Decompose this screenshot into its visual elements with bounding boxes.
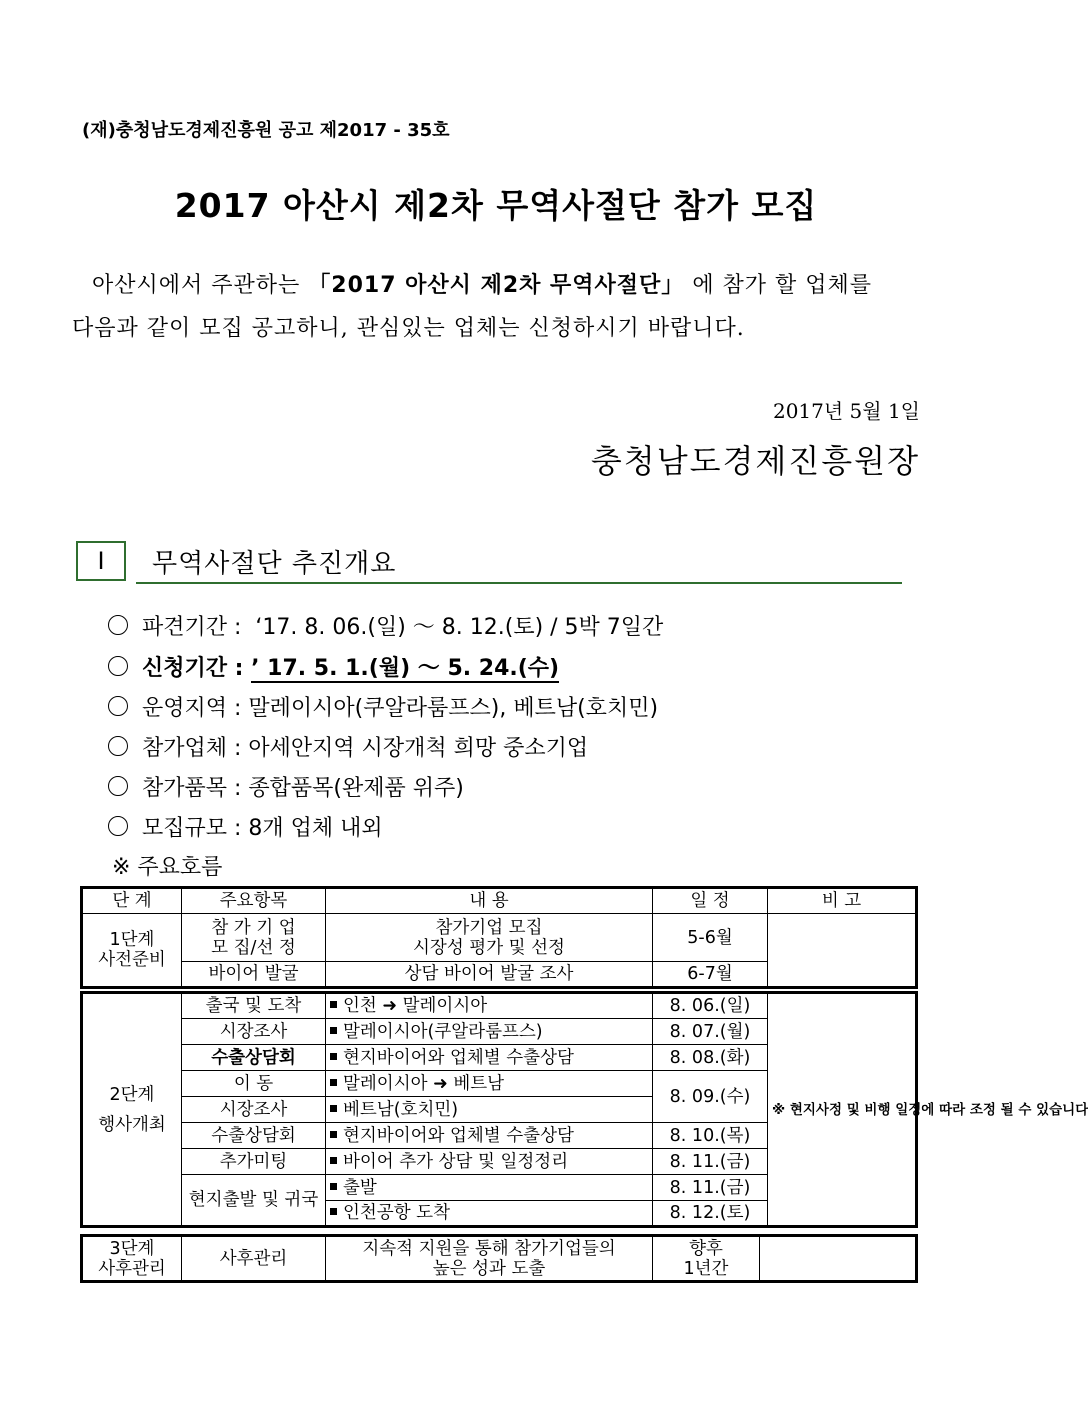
square-bullet-icon [330,1105,337,1112]
square-bullet-icon [330,1027,337,1034]
content-text: 말레이시아(쿠알라룸프스) [343,1021,543,1042]
content-text: 인천 ➜ 말레이시아 [343,996,488,1016]
content-cell [326,1097,653,1123]
remark-cell [768,914,917,988]
stage-number: 2단계 [109,1084,155,1105]
item-cell: 수출상담회 [182,1123,326,1149]
stage-cell [82,993,182,1227]
bullet-recruit-scale [108,811,383,842]
circle-bullet-icon [108,816,128,836]
item-line: 참 가 기 업 [211,917,296,938]
date-cell: 8. 11.(금) [653,1175,768,1201]
square-bullet-icon [330,1131,337,1138]
content-cell [326,1236,653,1282]
flow-label: ※ 주요호름 [112,855,223,880]
date-cell: 6-7월 [653,962,768,988]
header-schedule: 일 정 [653,888,768,914]
content-cell [326,1071,653,1097]
content-cell [326,993,653,1019]
intro-pre: 아산시에서 주관하는 [92,273,301,298]
date-cell: 5-6월 [653,914,768,962]
date-cell: 8. 08.(화) [653,1045,768,1071]
bullet-value: ‘17. 8. 06.(일) ～ 8. 12.(토) / 5박 7일간 [255,615,664,640]
table-row [82,1236,917,1282]
content-cell [326,914,653,962]
intro-line-1 [92,268,872,299]
section-divider [136,582,902,584]
content-text: 현지바이어와 업체별 수출상담 [343,1047,574,1068]
content-line: 지속적 지원을 통해 참가기업들의 [362,1238,616,1259]
table-row [82,993,917,1019]
square-bullet-icon [330,1001,337,1008]
date-cell: 8. 06.(일) [653,993,768,1019]
header-item: 주요항목 [182,888,326,914]
circle-bullet-icon [108,776,128,796]
bullet-application-period [108,651,559,682]
header-stage: 단 계 [82,888,182,914]
bullet-items [108,771,464,802]
bullet-label: 참가업체 : [142,736,242,761]
content-text: 말레이시아 ➜ 베트남 [343,1073,505,1094]
item-cell: 수출상담회 [182,1045,326,1071]
bullet-operating-region [108,691,658,722]
bullet-participants [108,731,588,762]
stage-cell [82,914,182,988]
bullet-label: 신청기간 : [142,656,244,681]
table-header-row [82,888,917,914]
content-cell [326,1123,653,1149]
date-cell: 8. 12.(토) [653,1201,768,1227]
bullet-value: ’ 17. 5. 1.(월) ～ 5. 24.(수) [251,656,560,681]
content-cell [326,1201,653,1227]
circle-bullet-icon [108,696,128,716]
content-cell [326,1175,653,1201]
content-line: 참가기업 모집 [435,917,543,938]
notice-date: 2017년 5월 1일 [772,399,920,423]
date-cell: 8. 07.(월) [653,1019,768,1045]
date-cell: 8. 09.(수) [653,1071,768,1123]
date-cell [653,1236,760,1282]
stage-cell [82,1236,182,1282]
stage-number: 3단계 [109,1238,155,1259]
bullet-label: 파견기간 : [142,615,242,640]
date-cell: 8. 10.(목) [653,1123,768,1149]
circle-bullet-icon [108,615,128,635]
bullet-value: 종합품목(완제품 위주) [248,776,464,801]
date-line: 1년간 [683,1258,729,1279]
bullet-label: 운영지역 : [142,696,242,721]
date-cell: 8. 11.(금) [653,1149,768,1175]
content-text: 출발 [343,1177,377,1198]
content-line: 높은 성과 도출 [432,1258,546,1279]
item-cell: 시장조사 [182,1097,326,1123]
item-cell: 출국 및 도착 [182,993,326,1019]
date-line: 향후 [689,1238,723,1259]
table-row [82,914,917,962]
item-cell: 현지출발 및 귀국 [182,1175,326,1227]
stage-number: 1단계 [109,930,155,950]
intro-line-2: 다음과 같이 모집 공고하니, 관심있는 업체는 신청하시기 바랍니다. [72,316,745,341]
section-title: 무역사절단 추진개요 [152,549,397,579]
intro-post: 에 참가 할 업체를 [692,273,873,298]
intro-event-name: 「2017 아산시 제2차 무역사절단」 [308,273,685,298]
header-remark: 비 고 [768,888,917,914]
bullet-dispatch-period [108,610,663,641]
bullet-value: 아세안지역 시장개척 희망 중소기업 [248,736,589,761]
content-cell: 상담 바이어 발굴 조사 [326,962,653,988]
bullet-label: 참가품목 : [142,776,242,801]
stage-name: 사전준비 [98,950,166,970]
schedule-table-stage2 [80,991,1088,1228]
item-cell [182,914,326,962]
remark-cell [760,1236,917,1282]
content-text: 인천공항 도착 [343,1203,450,1223]
content-text: 베트남(호치민) [343,1099,459,1120]
circle-bullet-icon [108,736,128,756]
section-number: Ⅰ [76,541,126,581]
item-cell: 바이어 발굴 [182,962,326,988]
item-cell: 사후관리 [182,1236,326,1282]
schedule-table-stage3 [80,1234,918,1283]
content-line: 시장성 평가 및 선정 [413,937,565,958]
bullet-value: 8개 업체 내외 [248,816,383,841]
square-bullet-icon [330,1183,337,1190]
content-text: 바이어 추가 상담 및 일정정리 [343,1151,569,1172]
item-cell: 추가미팅 [182,1149,326,1175]
circle-bullet-icon [108,656,128,676]
square-bullet-icon [330,1079,337,1086]
content-cell [326,1045,653,1071]
content-cell [326,1019,653,1045]
item-line: 모 집/선 정 [211,937,296,958]
square-bullet-icon [330,1053,337,1060]
schedule-table-stage1 [80,886,918,989]
stage-name: 사후관리 [98,1258,166,1279]
remark-note: ※ 현지사정 및 비행 일정에 따라 조정 될 수 있습니다 [768,993,917,1227]
item-cell: 시장조사 [182,1019,326,1045]
stage-name: 행사개최 [98,1114,166,1135]
content-cell [326,1149,653,1175]
content-text: 현지바이어와 업체별 수출상담 [343,1125,574,1146]
bullet-value: 말레이시아(쿠알라룸프스), 베트남(호치민) [248,696,659,721]
item-cell: 이 동 [182,1071,326,1097]
square-bullet-icon [330,1157,337,1164]
header-content: 내 용 [326,888,653,914]
square-bullet-icon [330,1208,337,1215]
document-title: 2017 아산시 제2차 무역사절단 참가 모집 [174,186,818,225]
notice-number: (재)충청남도경제진흥원 공고 제2017 - 35호 [82,120,450,141]
bullet-label: 모집규모 : [142,816,242,841]
issuing-organization: 충청남도경제진흥원장 [590,442,920,480]
